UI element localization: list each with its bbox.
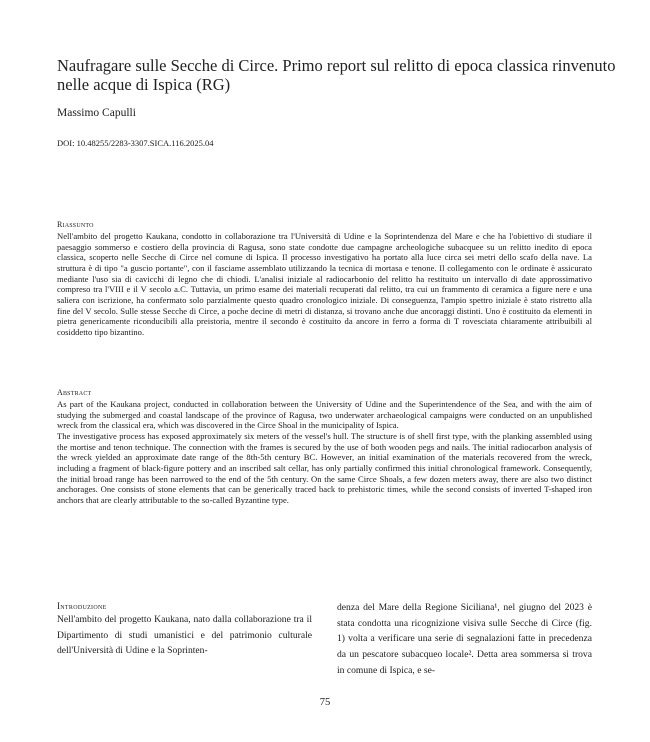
intro-left-column	[57, 600, 312, 659]
abstract-section	[57, 388, 592, 506]
introduzione-heading: Introduzione	[57, 601, 107, 611]
riassunto-section	[57, 220, 592, 338]
intro-left-text: Nell'ambito del progetto Kaukana, nato dalla collaborazione tra il Dipartimento di studi umanistici e del patrimonio culturale dell'Università di Udine e la Soprinten-	[57, 614, 312, 657]
riassunto-text: Nell'ambito del progetto Kaukana, condotto in collaborazione tra l'Università di Udine e la Soprintendenza del Mare e che ha l'obiettivo di studiare il paesaggio sommerso e costiero della provincia di Ragusa, sono state condotte due campagne archeologiche subacquee su un relitto inedito di epoca classica, scoperto nelle Secche di Circe nel comune di Ispica. Il processo investigativo ha portato alla luce circa sei metri dello scafo della nave. La struttura è di tipo "a guscio portante", con il fasciame assemblato utilizzando la tecnica di mortasa e tenone. Il collegamento con le ordinate è assicurato mediante l'uso sia di cavicchi di legno che di chiodi. L'analisi iniziale al radiocarbonio del relitto ha restituito un intervallo di date approssimativo compreso tra l'VIII e il V secolo a.C. Tuttavia, un primo esame dei materiali recuperati dal relitto, tra cui un frammento di ceramica a figure nere e una saliera con iscrizione, ha confermato solo parzialmente questo quadro cronologico iniziale. Di conseguenza, l'ampio spettro iniziale è stato ristretto alla fine del V secolo. Sulle stesse Secche di Circe, a poche decine di metri di distanza, si trovano anche due ancoraggi distinti. Uno è costituito da elementi in pietra genericamente riconducibili alla preistoria, mentre il secondo è costituito da ancore in ferro a forma di T rovesciata chiaramente attribuibili al cosiddetto tipo bizantino.	[57, 231, 592, 337]
intro-right-column	[337, 600, 592, 679]
page-number: 75	[319, 697, 331, 708]
abstract-paragraph-1: As part of the Kaukana project, conducted in collaboration between the University of Udine and the Superintendence of the Sea, and with the aim of studying the submerged and coastal landscape of the province of Ragusa, two underwater archaeological campaigns were conducted on an unpublished wreck from the classical era, which was discovered in the Circe Shoal in the municipality of Ispica.	[57, 399, 592, 431]
abstract-heading: Abstract	[57, 388, 92, 397]
article-title: Naufragare sulle Secche di Circe. Primo report sul relitto di epoca classica rinvenuto nelle acque di Ispica (RG)	[57, 56, 616, 94]
riassunto-heading: Riassunto	[57, 220, 94, 229]
article-author: Massimo Capulli	[57, 107, 136, 119]
abstract-paragraph-2: The investigative process has exposed approximately six meters of the vessel's hull. The structure is of shell first type, with the planking assembled using the mortise and tenon technique. The connection with the frames is secured by the use of both wooden pegs and nails. The initial radiocarbon analysis of the wreck yielded an approximate date range of the 8th-5th century BC. However, an initial examination of the materials recovered from the wreck, including a fragment of black-figure pottery and an inscribed salt cellar, has only partially confirmed this initial chronological framework. Consequently, the initial broad range has been narrowed to the end of the 5th century. On the same Circe Shoals, a few dozen meters away, there are also two distinct anchorages. One consists of stone elements that can be generically traced back to prehistoric times, while the second consists of inverted T-shaped iron anchors that are clearly attributable to the so-called Byzantine type.	[57, 430, 592, 505]
article-doi: DOI: 10.48255/2283-3307.SICA.116.2025.04	[57, 138, 214, 148]
intro-right-text: denza del Mare della Regione Siciliana¹, nel giugno del 2023 è stata condotta una ricognizione visiva sulle Secche di Circe (fig. 1) volta a verificare una serie di segnalazioni fatte in precedenza da un pescatore subacqueo locale². Detta area sommersa si trova in comune di Ispica, e se-	[337, 602, 592, 676]
